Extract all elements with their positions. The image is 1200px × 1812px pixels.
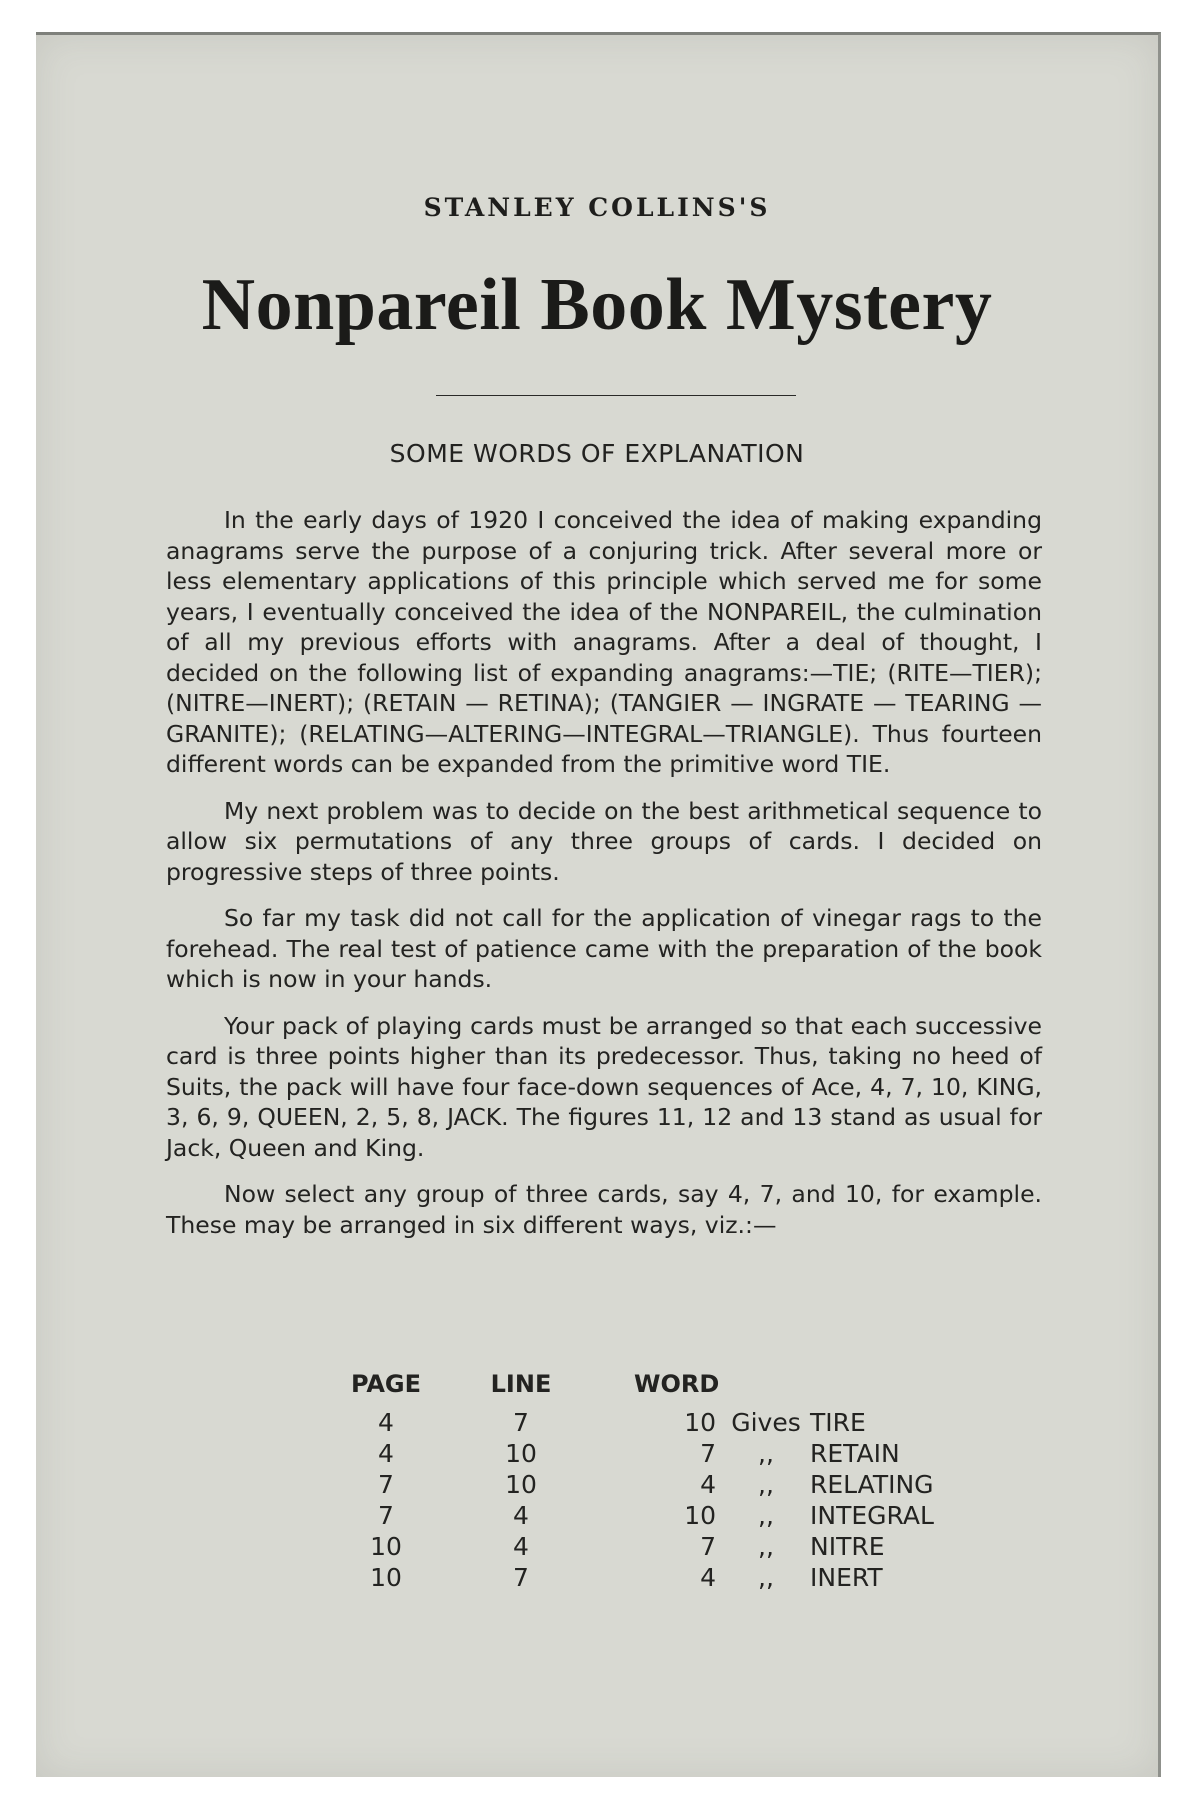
column-header-page: PAGE: [350, 1370, 422, 1398]
result-cell: RETAIN: [810, 1439, 900, 1468]
table-row: [336, 1469, 990, 1500]
word-cell: 7: [700, 1439, 716, 1468]
page-cell: 4: [378, 1439, 394, 1468]
result-cell: NITRE: [810, 1532, 885, 1561]
permutation-table: [336, 1367, 1016, 1593]
result-cell: INERT: [810, 1563, 883, 1592]
paragraph: My next problem was to decide on the best arithmetical sequence to allow six permutations of any three groups of cards. I decided on progressive steps of three points.: [166, 796, 1042, 886]
result-cell: INTEGRAL: [810, 1501, 934, 1530]
page-cell: 7: [378, 1501, 394, 1530]
section-heading: SOME WORDS OF EXPLANATION: [389, 439, 805, 468]
table-header-row: [336, 1367, 990, 1407]
line-cell: 10: [505, 1439, 537, 1468]
ditto-cell: ,,: [758, 1563, 774, 1592]
paragraph: Now select any group of three cards, say 4, 7, and 10, for example. These may be arranged in six different ways, viz.:—: [166, 1180, 1042, 1239]
table-row: [336, 1562, 990, 1593]
word-cell: 4: [700, 1563, 716, 1592]
word-cell: 10: [684, 1408, 716, 1437]
line-cell: 4: [513, 1532, 529, 1561]
word-cell: 4: [700, 1470, 716, 1499]
table-row: [336, 1531, 990, 1562]
page-cell: 4: [378, 1408, 394, 1437]
line-cell: 7: [513, 1408, 529, 1437]
column-header-word: WORD: [634, 1370, 720, 1398]
gives-cell: Gives: [731, 1408, 801, 1437]
author-heading: STANLEY COLLINS'S: [423, 193, 771, 222]
ditto-cell: ,,: [758, 1470, 774, 1499]
word-cell: 7: [700, 1532, 716, 1561]
line-cell: 7: [513, 1563, 529, 1592]
page-title: Nonpareil Book Mystery: [201, 264, 993, 346]
ditto-cell: ,,: [758, 1501, 774, 1530]
body-text: [166, 505, 1042, 1256]
divider-rule: [436, 395, 796, 396]
table-row: [336, 1407, 990, 1438]
paragraph: Your pack of playing cards must be arranged so that each successive card is three points higher than its predecessor. Thus, taking no heed of Suits, the pack will have four face-down sequences of Ace, 4, 7, 10, KING, 3, 6, 9, QUEEN, 2, 5, 8, JACK. The figures 11, 12 and 13 stand as usual for Jack, Queen and King.: [166, 1011, 1042, 1162]
page-cell: 7: [378, 1470, 394, 1499]
page-cell: 10: [370, 1563, 402, 1592]
line-cell: 4: [513, 1501, 529, 1530]
table-row: [336, 1500, 990, 1531]
word-cell: 10: [684, 1501, 716, 1530]
document-page: [36, 32, 1161, 1777]
table-row: [336, 1438, 990, 1469]
page-cell: 10: [370, 1532, 402, 1561]
line-cell: 10: [505, 1470, 537, 1499]
column-header-line: LINE: [490, 1370, 552, 1398]
ditto-cell: ,,: [758, 1439, 774, 1468]
result-cell: TIRE: [810, 1408, 866, 1437]
result-cell: RELATING: [810, 1470, 934, 1499]
ditto-cell: ,,: [758, 1532, 774, 1561]
paragraph: So far my task did not call for the application of vinegar rags to the forehead. The real test of patience came with the preparation of the book which is now in your hands.: [166, 904, 1042, 993]
paragraph: In the early days of 1920 I conceived the idea of making expanding anagrams serve the purpose of a conjuring trick. After several more or less elementary applications of this principle which served me for some years, I eventually conceived the idea of the NONPAREIL, the culmination of all my previous efforts with anagrams. After a deal of thought, I decided on the following list of expanding anagrams:—TIE; (RITE—TIER); (NITRE—INERT); (RETAIN — RETINA); (TANGIER — INGRATE — TEARING — GRANITE); (RELATING—ALTERING—INTEGRAL—TRIANGLE). Thus fourteen different words can be expanded from the primitive word TIE.: [166, 506, 1042, 778]
